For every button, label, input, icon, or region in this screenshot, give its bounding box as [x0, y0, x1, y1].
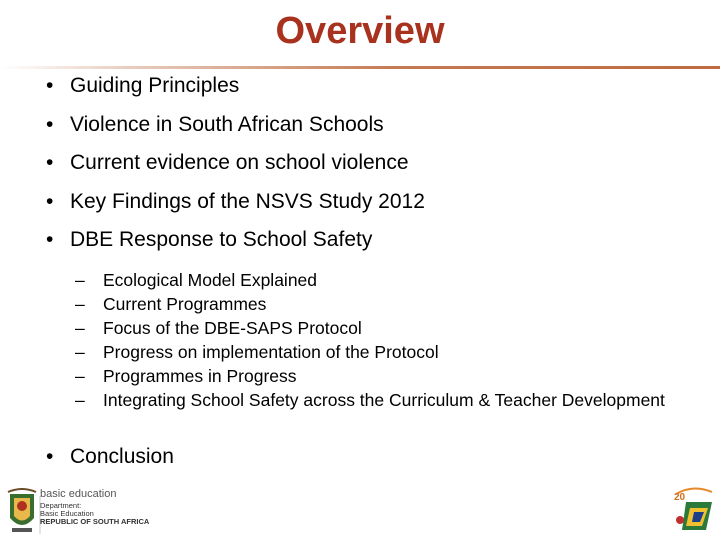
sub-bullet-text: Focus of the DBE-SAPS Protocol	[103, 318, 362, 338]
slide-title: Overview	[275, 10, 445, 52]
title-divider	[0, 66, 720, 69]
sub-bullet-item	[75, 318, 695, 342]
sub-bullet-list	[75, 270, 695, 434]
svg-text:20: 20	[674, 492, 686, 503]
bullet-text: Guiding Principles	[70, 74, 240, 97]
bullet-marker: •	[46, 151, 54, 174]
sub-bullet-text: Ecological Model Explained	[103, 270, 318, 290]
bullet-item	[46, 226, 706, 265]
dash-marker: –	[75, 390, 85, 410]
sub-bullet-item	[75, 294, 695, 318]
bullet-item	[46, 188, 706, 227]
dash-marker: –	[75, 318, 85, 338]
bullet-marker: •	[46, 112, 54, 136]
dash-marker: –	[75, 294, 85, 314]
bullet-marker: •	[46, 228, 54, 251]
sub-bullet-item	[75, 342, 695, 366]
main-bullet-list	[46, 72, 706, 265]
dash-marker: –	[75, 342, 85, 362]
bullet-marker: •	[46, 189, 54, 213]
sub-bullet-item	[75, 390, 695, 434]
bullet-text: Key Findings of the NSVS Study 2012	[70, 189, 425, 213]
anniversary-badge-icon	[668, 482, 718, 538]
sub-bullet-item	[75, 366, 695, 390]
logo-wordmark: basic education	[40, 488, 117, 500]
bullet-text: DBE Response to School Safety	[70, 228, 373, 251]
conclusion-bullet	[46, 443, 174, 471]
bullet-marker: •	[46, 74, 54, 97]
bullet-text: Current evidence on school violence	[70, 151, 409, 174]
dept-line: Department:	[40, 501, 82, 510]
dept-line: REPUBLIC OF SOUTH AFRICA	[40, 517, 150, 526]
bullet-item	[46, 72, 706, 111]
sub-bullet-item	[75, 270, 695, 294]
bullet-item	[46, 111, 706, 150]
sub-bullet-text: Programmes in Progress	[103, 366, 297, 386]
dept-line: Basic Education	[40, 509, 94, 518]
sub-bullet-text: Integrating School Safety across the Curriculum & Teacher Development	[103, 390, 665, 410]
sub-bullet-text: Progress on implementation of the Protocol	[103, 342, 439, 362]
bullet-marker: •	[46, 445, 54, 468]
bullet-text: Violence in South African Schools	[70, 112, 384, 136]
dash-marker: –	[75, 270, 85, 290]
bullet-text: Conclusion	[70, 445, 174, 468]
bullet-item	[46, 149, 706, 188]
dash-marker: –	[75, 366, 85, 386]
department-text	[40, 502, 149, 526]
sub-bullet-text: Current Programmes	[103, 294, 267, 314]
